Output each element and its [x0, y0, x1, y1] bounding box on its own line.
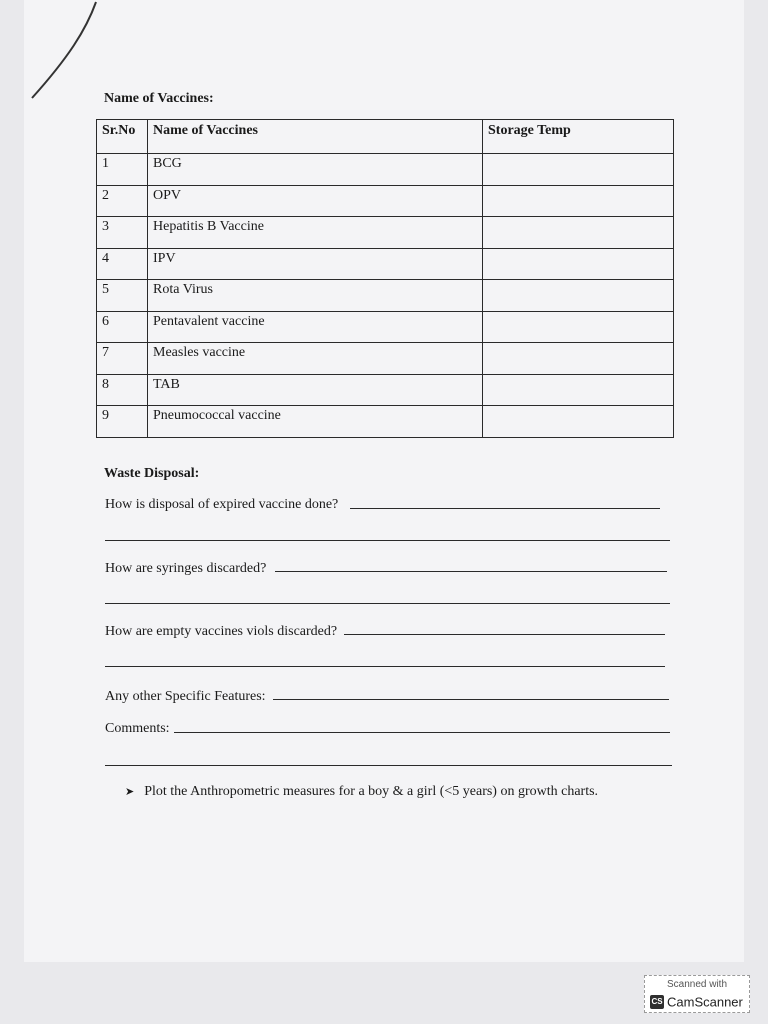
storage-temp-cell[interactable]	[483, 406, 674, 438]
row-number: 4	[97, 248, 148, 280]
pen-mark	[28, 0, 108, 100]
brand-row	[650, 993, 743, 1011]
row-number: 7	[97, 343, 148, 375]
storage-temp-cell[interactable]	[483, 343, 674, 375]
storage-temp-cell[interactable]	[483, 185, 674, 217]
arrow-bullet-icon: ➤	[125, 785, 135, 798]
answer-line-syringes[interactable]	[275, 571, 667, 572]
table-row	[97, 311, 674, 343]
table-row	[97, 374, 674, 406]
instruction-bullet	[125, 784, 598, 800]
table-row	[97, 154, 674, 186]
storage-temp-cell[interactable]	[483, 217, 674, 249]
table-row	[97, 343, 674, 375]
vaccines-heading: Name of Vaccines:	[104, 91, 214, 106]
vaccine-name: BCG	[148, 154, 483, 186]
storage-temp-cell[interactable]	[483, 154, 674, 186]
column-header-name: Name of Vaccines	[148, 120, 483, 154]
vaccine-name: OPV	[148, 185, 483, 217]
vaccine-name: IPV	[148, 248, 483, 280]
table-header-row	[97, 120, 674, 154]
vaccine-name: Rota Virus	[148, 280, 483, 312]
row-number: 6	[97, 311, 148, 343]
vaccine-name: Hepatitis B Vaccine	[148, 217, 483, 249]
vaccine-name: TAB	[148, 374, 483, 406]
storage-temp-cell[interactable]	[483, 248, 674, 280]
question-empty-vials-discarded: How are empty vaccines viols discarded?	[105, 624, 338, 639]
column-header-storage-temp: Storage Temp	[483, 120, 674, 154]
table-row	[97, 248, 674, 280]
storage-temp-cell[interactable]	[483, 374, 674, 406]
answer-line-empty-vials-2[interactable]	[105, 666, 665, 667]
table-row	[97, 217, 674, 249]
instruction-text: Plot the Anthropometric measures for a boy & a girl (<5 years) on growth charts.	[144, 784, 599, 799]
answer-line-comments[interactable]	[174, 732, 670, 733]
vaccine-name: Pneumococcal vaccine	[148, 406, 483, 438]
row-number: 2	[97, 185, 148, 217]
answer-line-specific-features[interactable]	[273, 699, 669, 700]
scanned-with-label: Scanned with	[666, 979, 728, 990]
question-specific-features: Any other Specific Features:	[105, 689, 266, 704]
row-number: 5	[97, 280, 148, 312]
answer-line-comments-2[interactable]	[105, 765, 672, 766]
row-number: 8	[97, 374, 148, 406]
row-number: 3	[97, 217, 148, 249]
answer-line-expired-vaccine[interactable]	[350, 508, 660, 509]
question-expired-vaccine-disposal: How is disposal of expired vaccine done?	[105, 497, 339, 512]
camscanner-badge	[644, 975, 750, 1013]
camscanner-brand: CamScanner	[667, 994, 743, 1010]
waste-disposal-heading: Waste Disposal:	[104, 466, 200, 481]
vaccine-name: Measles vaccine	[148, 343, 483, 375]
table-row	[97, 406, 674, 438]
answer-line-empty-vials[interactable]	[344, 634, 665, 635]
row-number: 1	[97, 154, 148, 186]
camscanner-logo-icon: CS	[650, 995, 664, 1009]
vaccine-name: Pentavalent vaccine	[148, 311, 483, 343]
column-header-srno: Sr.No	[97, 120, 148, 154]
question-syringes-discarded: How are syringes discarded?	[105, 561, 267, 576]
table-row	[97, 280, 674, 312]
comments-label: Comments:	[105, 721, 170, 736]
answer-line-expired-vaccine-2[interactable]	[105, 540, 670, 541]
table-row	[97, 185, 674, 217]
storage-temp-cell[interactable]	[483, 311, 674, 343]
row-number: 9	[97, 406, 148, 438]
storage-temp-cell[interactable]	[483, 280, 674, 312]
answer-line-syringes-2[interactable]	[105, 603, 670, 604]
vaccines-table	[96, 119, 674, 438]
